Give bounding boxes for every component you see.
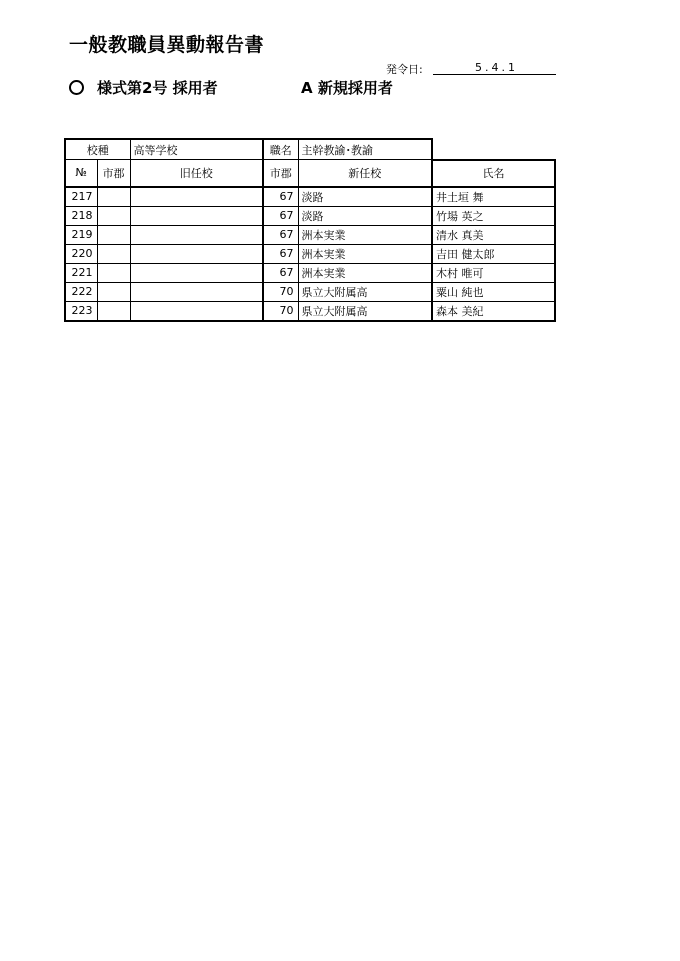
meta-blank [432,139,555,160]
cell-new-city: 67 [263,244,298,263]
cell-new-school: 淡路 [298,206,432,225]
cell-name: 森本 美紀 [432,301,555,321]
cell-new-city: 70 [263,282,298,301]
document-title: 一般教職員異動報告書 [69,34,265,56]
cell-old-city [97,206,130,225]
cell-new-school: 洲本実業 [298,263,432,282]
cell-old-city [97,225,130,244]
cell-name: 井土垣 舞 [432,187,555,207]
job-title-label: 職名 [263,139,298,160]
table-row [65,263,555,282]
cell-no: 217 [65,187,97,207]
table-row [65,282,555,301]
col-old-city: 市郡 [97,160,130,187]
cell-old-city [97,244,130,263]
cell-new-city: 70 [263,301,298,321]
cell-name: 竹場 英之 [432,206,555,225]
cell-old-school [130,225,263,244]
cell-new-city: 67 [263,263,298,282]
cell-no: 223 [65,301,97,321]
table-row [65,301,555,321]
cell-no: 219 [65,225,97,244]
col-name: 氏名 [432,160,555,187]
table-row [65,225,555,244]
meta-row [65,139,555,160]
circle-icon [69,80,84,95]
table-row [65,187,555,207]
cell-new-school: 淡路 [298,187,432,207]
school-type-value: 高等学校 [130,139,263,160]
col-no: № [65,160,97,187]
issue-date-value: 5.4.1 [475,61,518,74]
category-label: A 新規採用者 [301,79,393,97]
cell-name: 清水 真美 [432,225,555,244]
cell-new-school: 県立大附属高 [298,282,432,301]
cell-old-city [97,282,130,301]
col-new-school: 新任校 [298,160,432,187]
cell-new-city: 67 [263,206,298,225]
cell-old-school [130,263,263,282]
cell-old-city [97,263,130,282]
cell-old-school [130,301,263,321]
report-table [64,138,556,322]
cell-new-school: 洲本実業 [298,244,432,263]
cell-no: 222 [65,282,97,301]
table-row [65,206,555,225]
cell-new-school: 県立大附属高 [298,301,432,321]
cell-old-school [130,206,263,225]
cell-no: 221 [65,263,97,282]
cell-old-city [97,301,130,321]
cell-no: 220 [65,244,97,263]
job-title-value: 主幹教諭･教諭 [298,139,432,160]
cell-old-school [130,187,263,207]
cell-new-city: 67 [263,225,298,244]
cell-old-school [130,244,263,263]
col-new-city: 市郡 [263,160,298,187]
column-header-row [65,160,555,187]
table-row [65,244,555,263]
issue-date-label: 発令日: [386,63,423,76]
cell-name: 粟山 純也 [432,282,555,301]
cell-name: 木村 唯可 [432,263,555,282]
school-type-label: 校種 [65,139,130,160]
cell-old-school [130,282,263,301]
cell-old-city [97,187,130,207]
cell-new-city: 67 [263,187,298,207]
cell-name: 吉田 健太郎 [432,244,555,263]
cell-no: 218 [65,206,97,225]
form-label: 様式第2号 採用者 [97,79,218,97]
issue-date-underline [433,61,556,75]
cell-new-school: 洲本実業 [298,225,432,244]
col-old-school: 旧任校 [130,160,263,187]
